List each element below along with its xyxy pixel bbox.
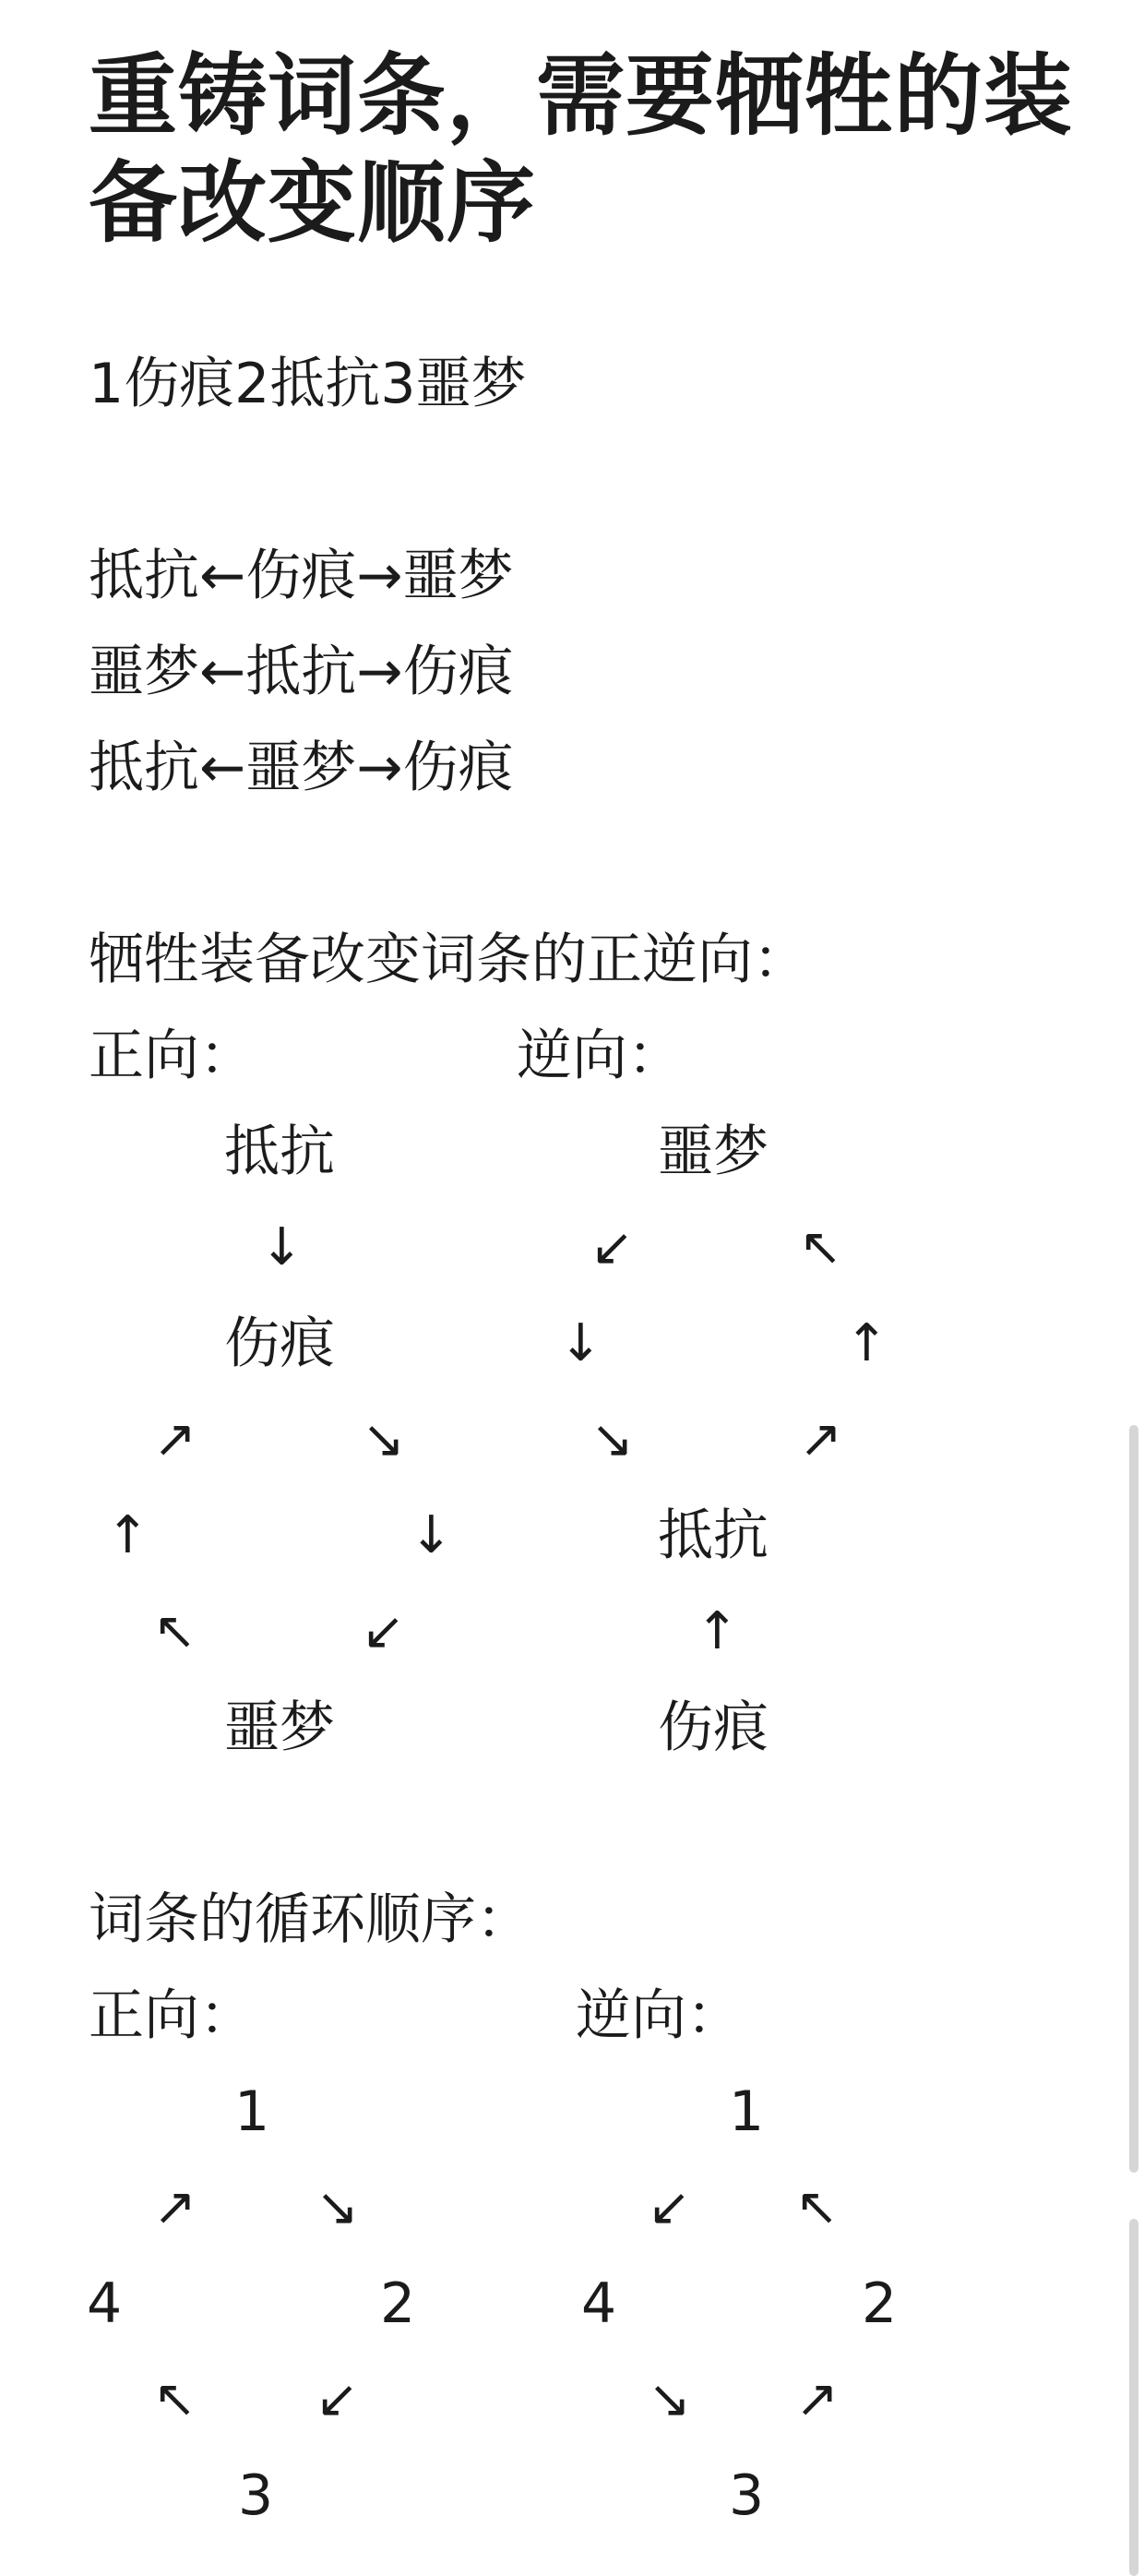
forward-node-resist: 抵抗 xyxy=(224,1120,335,1184)
forward-number-1: 1 xyxy=(234,2079,270,2144)
arrow-ne-icon: ↗ xyxy=(799,1409,842,1469)
arrow-ne-icon: ↗ xyxy=(153,1409,197,1469)
arrow-down-icon: ↓ xyxy=(559,1313,602,1373)
arrow-sw-icon: ↙ xyxy=(316,2369,359,2429)
arrow-up-icon: ↑ xyxy=(845,1313,888,1373)
forward-label: 正向： xyxy=(89,1024,255,1088)
forward-number-3: 3 xyxy=(238,2463,274,2528)
reverse-label: 逆向： xyxy=(517,1024,683,1088)
arrow-up-icon: ↑ xyxy=(106,1505,149,1565)
forward-node-nightmare: 噩梦 xyxy=(224,1695,335,1760)
arrow-up-icon: ↑ xyxy=(696,1601,739,1661)
forward-label: 正向： xyxy=(89,1983,255,2048)
page-title: 重铸词条，需要牺牲的装备改变顺序 xyxy=(89,44,1073,255)
reverse-label: 逆向： xyxy=(576,1983,742,2048)
sacrifice-heading: 牺牲装备改变词条的正逆向： xyxy=(89,928,808,992)
scrollbar-thumb[interactable] xyxy=(1129,2219,1138,2576)
arrow-se-icon: ↘ xyxy=(316,2177,359,2237)
relation-line: 抵抗←噩梦→伤痕 xyxy=(89,736,514,800)
reverse-node-scar: 伤痕 xyxy=(658,1695,769,1760)
arrow-nw-icon: ↖ xyxy=(795,2177,839,2237)
forward-node-scar: 伤痕 xyxy=(224,1312,335,1376)
arrow-se-icon: ↘ xyxy=(590,1409,634,1469)
arrow-sw-icon: ↙ xyxy=(362,1601,405,1661)
reverse-number-2: 2 xyxy=(862,2271,898,2336)
reverse-node-resist: 抵抗 xyxy=(658,1504,769,1568)
reverse-node-nightmare: 噩梦 xyxy=(658,1120,769,1184)
arrow-ne-icon: ↗ xyxy=(795,2369,839,2429)
arrow-sw-icon: ↙ xyxy=(648,2177,691,2237)
relation-line: 噩梦←抵抗→伤痕 xyxy=(89,640,514,704)
forward-number-4: 4 xyxy=(87,2271,123,2336)
arrow-nw-icon: ↖ xyxy=(153,1601,197,1661)
scrollbar-thumb[interactable] xyxy=(1129,1425,1138,2173)
cycle-heading: 词条的循环顺序： xyxy=(89,1887,531,1952)
arrow-se-icon: ↘ xyxy=(362,1409,405,1469)
arrow-ne-icon: ↗ xyxy=(153,2177,197,2237)
arrow-down-icon: ↓ xyxy=(260,1217,304,1277)
reverse-number-1: 1 xyxy=(729,2079,765,2144)
forward-number-2: 2 xyxy=(380,2271,416,2336)
arrow-sw-icon: ↙ xyxy=(590,1217,634,1277)
arrow-nw-icon: ↖ xyxy=(153,2369,197,2429)
reverse-number-4: 4 xyxy=(581,2271,617,2336)
arrow-se-icon: ↘ xyxy=(648,2369,691,2429)
reverse-number-3: 3 xyxy=(729,2463,765,2528)
intro-text: 1伤痕2抵抗3噩梦 xyxy=(89,352,527,416)
relation-line: 抵抗←伤痕→噩梦 xyxy=(89,544,514,608)
arrow-down-icon: ↓ xyxy=(410,1505,453,1565)
arrow-nw-icon: ↖ xyxy=(799,1217,842,1277)
